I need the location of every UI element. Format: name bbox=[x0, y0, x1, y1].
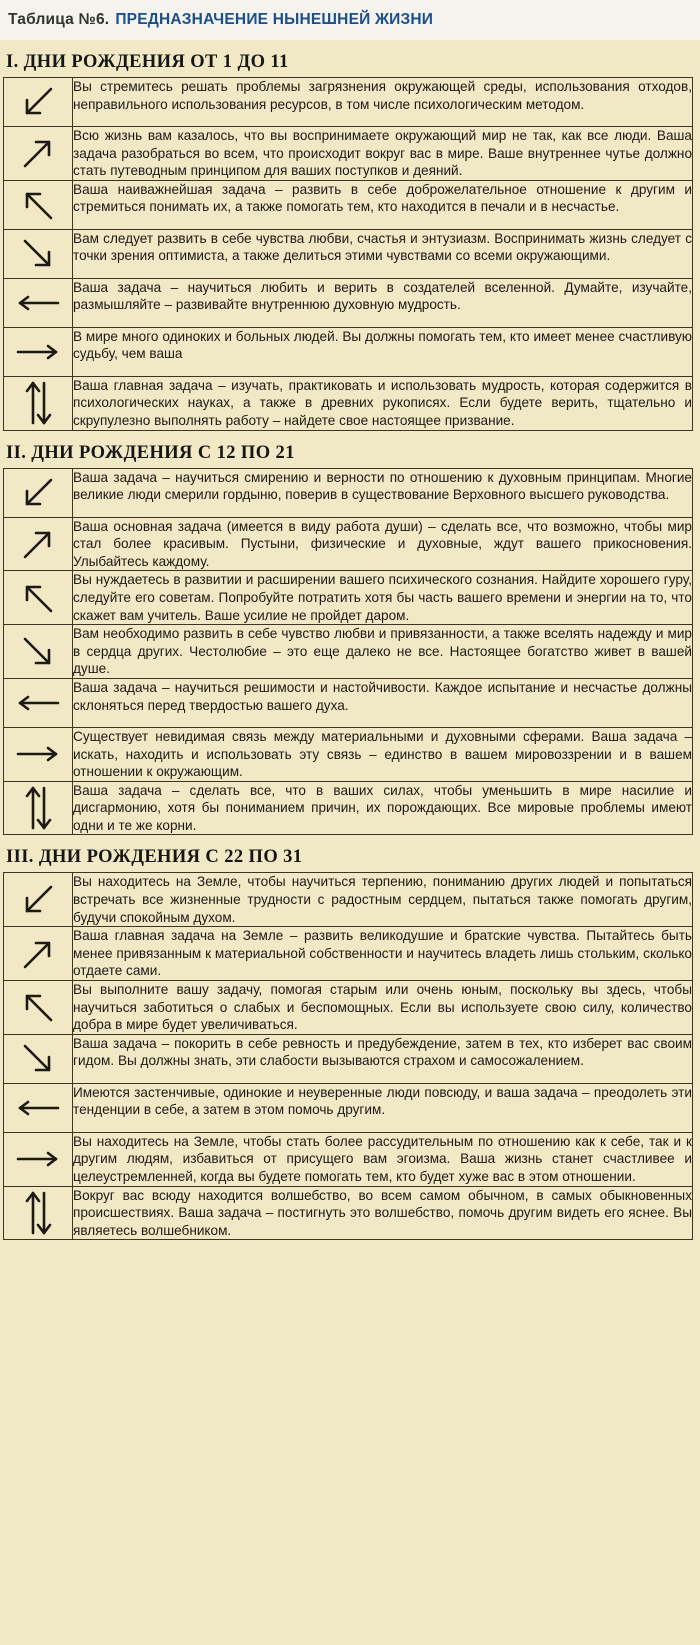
arrow-down-left-icon bbox=[14, 78, 62, 126]
arrow-cell bbox=[4, 517, 73, 571]
table-row bbox=[4, 376, 693, 430]
arrow-right-icon bbox=[14, 1135, 62, 1183]
row-text: Ваша задача – научиться любить и верить в создателей вселенной. Думайте, изучайте, размышляйте – развивайте внутреннюю духовную мудрость. bbox=[73, 278, 693, 327]
table-row bbox=[4, 781, 693, 835]
arrow-up-right-icon bbox=[14, 520, 62, 568]
arrow-cell bbox=[4, 278, 73, 327]
row-text: Ваша основная задача (имеется в виду работа души) – сделать все, что возможно, чтобы мир стал более красивым. Пустыни, физические и духовные, ждут вашего прикосновения. Улыбайтесь каждому. bbox=[73, 517, 693, 571]
table-row bbox=[4, 678, 693, 727]
table-row bbox=[4, 1132, 693, 1186]
table-row bbox=[4, 327, 693, 376]
arrow-up-down-icon bbox=[14, 784, 62, 832]
row-text: Вы стремитесь решать проблемы загрязнения окружающей среды, использования отходов, неправильного использования ресурсов, в том числе психологическим методом. bbox=[73, 78, 693, 127]
arrow-up-right-icon bbox=[14, 129, 62, 177]
arrow-up-left-icon bbox=[14, 574, 62, 622]
arrow-cell bbox=[4, 625, 73, 679]
arrow-cell bbox=[4, 78, 73, 127]
arrow-left-icon bbox=[14, 679, 62, 727]
row-text: Ваша наиважнейшая задача – развить в себе доброжелательное отношение к другим и стремиться понимать их, а также помогать тем, кто находится в печали и в несчастье. bbox=[73, 180, 693, 229]
arrow-cell bbox=[4, 781, 73, 835]
page-header bbox=[0, 0, 700, 40]
table-row bbox=[4, 468, 693, 517]
arrow-cell bbox=[4, 1186, 73, 1240]
table-row bbox=[4, 1083, 693, 1132]
section-table bbox=[3, 872, 693, 1240]
row-text: Вы находитесь на Земле, чтобы научиться терпению, пониманию других людей и попытаться встречать все жизненные трудности с радостным сердцем, пытаться также помогать другим, будучи спокойным духом. bbox=[73, 873, 693, 927]
table-row bbox=[4, 1034, 693, 1083]
arrow-cell bbox=[4, 927, 73, 981]
table-row bbox=[4, 517, 693, 571]
table-row bbox=[4, 1186, 693, 1240]
page-title: ПРЕДНАЗНАЧЕНИЕ НЫНЕШНЕЙ ЖИЗНИ bbox=[115, 11, 434, 28]
arrow-cell bbox=[4, 229, 73, 278]
row-text: Ваша задача – научиться решимости и настойчивости. Каждое испытание и несчастье должны склоняться перед твердостью вашего духа. bbox=[73, 678, 693, 727]
row-text: Ваша главная задача на Земле – развить великодушие и братские чувства. Пытайтесь быть менее привязанным к материальной собственности и научитесь владеть лишь стольким, сколько отдаете сами. bbox=[73, 927, 693, 981]
arrow-left-icon bbox=[14, 279, 62, 327]
arrow-up-down-icon bbox=[14, 379, 62, 427]
section-title: III. ДНИ РОЖДЕНИЯ С 22 ПО 31 bbox=[6, 847, 303, 868]
arrow-cell bbox=[4, 180, 73, 229]
arrow-up-left-icon bbox=[14, 983, 62, 1031]
arrow-cell bbox=[4, 127, 73, 181]
row-text: Вы находитесь на Земле, чтобы стать более рассудительным по отношению как к себе, так и к другим людям, избавиться от присущего вам эгоизма. Ваша жизнь станет счастливее и целеустремленней, когда вы будете помогать тем, кто будет хуже вас в этом отношении. bbox=[73, 1132, 693, 1186]
table-row bbox=[4, 571, 693, 625]
arrow-cell bbox=[4, 327, 73, 376]
arrow-cell bbox=[4, 1083, 73, 1132]
arrow-cell bbox=[4, 376, 73, 430]
arrow-cell bbox=[4, 981, 73, 1035]
row-text: Вам следует развить в себе чувства любви, счастья и энтузиазм. Воспринимать жизнь следует с точки зрения оптимиста, а также делиться этими чувствами со всеми окружающими. bbox=[73, 229, 693, 278]
table-row bbox=[4, 278, 693, 327]
arrow-cell bbox=[4, 727, 73, 781]
arrow-cell bbox=[4, 571, 73, 625]
arrow-down-left-icon bbox=[14, 469, 62, 517]
table-number-label: Таблица №6. bbox=[8, 11, 110, 28]
row-text: В мире много одиноких и больных людей. Вы должны помогать тем, кто имеет менее счастливую судьбу, чем ваша bbox=[73, 327, 693, 376]
arrow-left-icon bbox=[14, 1084, 62, 1132]
arrow-cell bbox=[4, 468, 73, 517]
section-title: II. ДНИ РОЖДЕНИЯ С 12 ПО 21 bbox=[6, 442, 295, 463]
arrow-up-left-icon bbox=[14, 181, 62, 229]
section-table bbox=[3, 77, 693, 431]
arrow-down-right-icon bbox=[14, 230, 62, 278]
section-title: I. ДНИ РОЖДЕНИЯ ОТ 1 ДО 11 bbox=[6, 52, 289, 72]
row-text: Всю жизнь вам казалось, что вы воспринимаете окружающий мир не так, как все люди. Ваша задача разобраться во всем, что происходит вокруг вас в мире. Ваше внутреннее чутье должно стать путеводным принципом для ваших поступков и деяний. bbox=[73, 127, 693, 181]
row-text: Ваша главная задача – изучать, практиковать и использовать мудрость, которая содержится в психологических науках, а также в древних рукописях. Если будете верить, тщательно и скрупулезно выполнять работу – найдете свое настоящее призвание. bbox=[73, 376, 693, 430]
row-text: Ваша задача – сделать все, что в ваших силах, чтобы уменьшить в мире насилие и дисгармонию, хотя бы пониманием причин, их порождающих. Все мировые проблемы имеют одни и те же корни. bbox=[73, 781, 693, 835]
arrow-right-icon bbox=[14, 730, 62, 778]
arrow-cell bbox=[4, 1132, 73, 1186]
table-row bbox=[4, 229, 693, 278]
row-text: Существует невидимая связь между материальными и духовными сферами. Ваша задача – искать, находить и использовать эту связь – единство в вашем мировоззрении и в вашем отношении к окружающим. bbox=[73, 727, 693, 781]
section-table bbox=[3, 468, 693, 836]
table-row bbox=[4, 127, 693, 181]
table-row bbox=[4, 727, 693, 781]
arrow-cell bbox=[4, 1034, 73, 1083]
arrow-down-left-icon bbox=[14, 876, 62, 924]
row-text: Имеются застенчивые, одинокие и неуверенные люди повсюду, и ваша задача – преодолеть эти тенденции в себе, а затем в этом помочь другим. bbox=[73, 1083, 693, 1132]
sections-container bbox=[0, 40, 700, 1240]
table-row bbox=[4, 78, 693, 127]
arrow-up-down-icon bbox=[14, 1189, 62, 1237]
row-text: Вокруг вас всюду находится волшебство, во всем самом обычном, в самых обыкновенных происшествиях. Ваша задача – постигнуть это волшебство, помочь другим видеть его яснее. Вы являетесь волшебником. bbox=[73, 1186, 693, 1240]
table-row bbox=[4, 981, 693, 1035]
arrow-up-right-icon bbox=[14, 930, 62, 978]
row-text: Вам необходимо развить в себе чувство любви и привязанности, а также вселять надежду и мир в сердца других. Честолюбие – это еще далеко не все. Настоящее богатство живет в вашей душе. bbox=[73, 625, 693, 679]
table-row bbox=[4, 625, 693, 679]
row-text: Ваша задача – покорить в себе ревность и предубеждение, затем в тех, кто изберет вас своим гидом. Вы должны знать, эти слабости вызываются страхом и самосожалением. bbox=[73, 1034, 693, 1083]
table-row bbox=[4, 180, 693, 229]
arrow-cell bbox=[4, 873, 73, 927]
table-row bbox=[4, 873, 693, 927]
row-text: Вы выполните вашу задачу, помогая старым или очень юным, поскольку вы здесь, чтобы научиться заботиться о слабых и беспомощных. Если вы используете свою силу, количество добра в мире будет увеличиваться. bbox=[73, 981, 693, 1035]
arrow-cell bbox=[4, 678, 73, 727]
row-text: Ваша задача – научиться смирению и верности по отношению к духовным принципам. Многие великие люди смерили гордыню, поверив в существование Верховного высшего руководства. bbox=[73, 468, 693, 517]
arrow-right-icon bbox=[14, 328, 62, 376]
table-row bbox=[4, 927, 693, 981]
arrow-down-right-icon bbox=[14, 628, 62, 676]
row-text: Вы нуждаетесь в развитии и расширении вашего психического сознания. Найдите хорошего гуру, следуйте его советам. Попробуйте потратить хотя бы часть вашего времени и энергии на то, что скажет вам учитель. Ваше усилие не пройдет даром. bbox=[73, 571, 693, 625]
arrow-down-right-icon bbox=[14, 1035, 62, 1083]
